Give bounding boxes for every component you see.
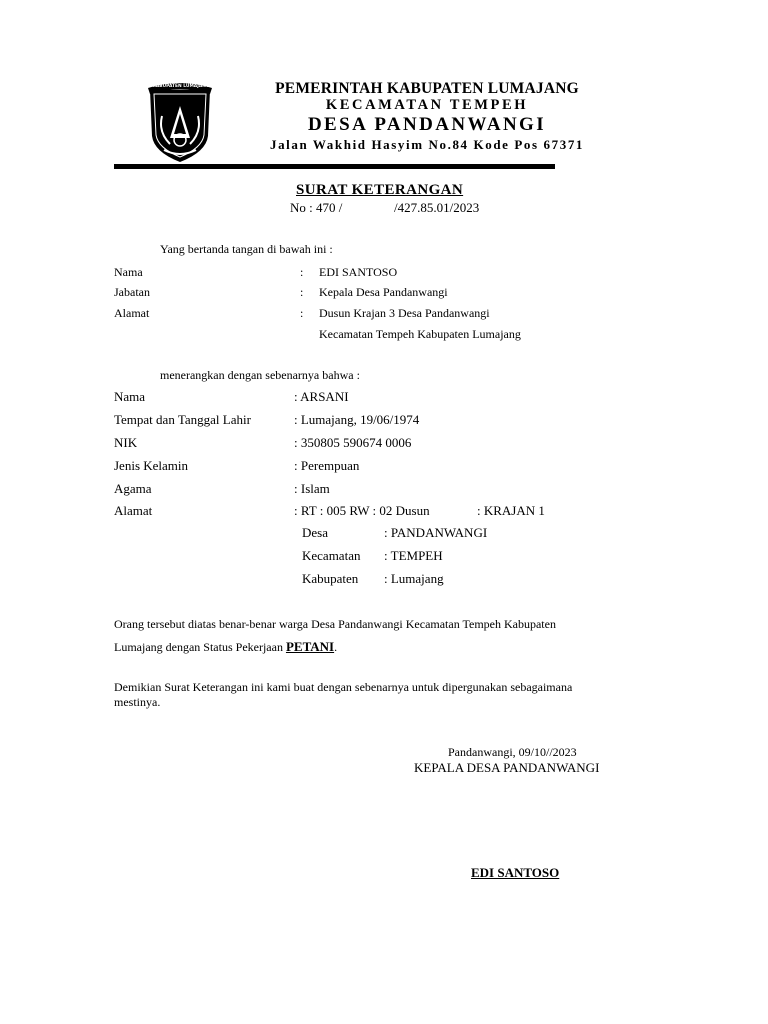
subject-value-jenis-kelamin: : Perempuan <box>294 458 360 473</box>
letterhead-village: DESA PANDANWANGI <box>307 114 547 135</box>
subject-value-dusun: : KRAJAN 1 <box>477 503 545 518</box>
subject-label-kabupaten: Kabupaten <box>302 571 359 586</box>
body-paragraph-1-line-2 <box>114 639 337 655</box>
occupation-value: PETANI <box>285 639 335 654</box>
subject-label-kecamatan: Kecamatan <box>302 548 361 563</box>
body-paragraph-1-line-1: Orang tersebut diatas benar-benar warga Desa Pandanwangi Kecamatan Tempeh Kabupaten <box>114 617 556 631</box>
signer-value-nama: EDI SANTOSO <box>319 265 398 279</box>
body-paragraph-2-line-2: mestinya. <box>114 695 161 709</box>
signer-value-alamat-line2: Kecamatan Tempeh Kabupaten Lumajang <box>319 327 521 341</box>
subject-label-nama: Nama <box>114 389 146 404</box>
signer-colon-nama: : <box>300 265 304 279</box>
signer-colon-alamat: : <box>300 306 304 320</box>
subject-label-agama: Agama <box>114 481 152 496</box>
statement-text: menerangkan dengan sebenarnya bahwa : <box>160 368 360 382</box>
subject-value-kecamatan: : TEMPEH <box>384 548 443 563</box>
document-title: SURAT KETERANGAN <box>296 182 464 198</box>
subject-label-ttl: Tempat dan Tanggal Lahir <box>114 412 251 427</box>
subject-value-agama: : Islam <box>294 481 330 496</box>
signer-value-alamat: Dusun Krajan 3 Desa Pandanwangi <box>319 306 490 320</box>
signer-colon-jabatan: : <box>300 285 304 299</box>
letterhead-address: Jalan Wakhid Hasyim No.84 Kode Pos 67371 <box>269 137 585 152</box>
kabupaten-lumajang-logo <box>146 80 214 164</box>
subject-label-desa: Desa <box>302 525 328 540</box>
signature-place-date: Pandanwangi, 09/10//2023 <box>448 745 577 759</box>
letterhead-government: PEMERINTAH KABUPATEN LUMAJANG <box>275 80 579 97</box>
signer-label-alamat: Alamat <box>114 306 150 320</box>
letterhead-divider <box>114 164 555 169</box>
signature-position: KEPALA DESA PANDANWANGI <box>414 760 600 775</box>
subject-label-jenis-kelamin: Jenis Kelamin <box>114 458 189 473</box>
subject-value-desa: : PANDANWANGI <box>384 525 488 540</box>
subject-label-alamat: Alamat <box>114 503 153 518</box>
document-number-suffix: /427.85.01/2023 <box>394 200 480 215</box>
subject-label-nik: NIK <box>114 435 138 450</box>
logo-lettering: KABUPATEN LUMAJANG <box>152 84 210 89</box>
subject-value-nik: : 350805 590674 0006 <box>294 435 412 450</box>
body-paragraph-1-line-2-text: Lumajang dengan Status Pekerjaan <box>114 640 286 654</box>
subject-value-kabupaten: : Lumajang <box>384 571 444 586</box>
body-paragraph-2-line-1: Demikian Surat Keterangan ini kami buat dengan sebenarnya untuk dipergunakan sebagaimana <box>114 680 573 694</box>
signer-label-nama: Nama <box>114 265 143 279</box>
subject-value-nama: : ARSANI <box>294 389 349 404</box>
signature-name: EDI SANTOSO <box>471 865 560 880</box>
signer-value-jabatan: Kepala Desa Pandanwangi <box>319 285 448 299</box>
signer-label-jabatan: Jabatan <box>114 285 150 299</box>
letterhead-district: KECAMATAN TEMPEH <box>325 97 529 113</box>
body-paragraph-1-end: . <box>334 640 338 654</box>
intro-text: Yang bertanda tangan di bawah ini : <box>160 242 333 256</box>
subject-value-alamat-rt-rw: : RT : 005 RW : 02 Dusun <box>294 503 430 518</box>
subject-value-ttl: : Lumajang, 19/06/1974 <box>294 412 420 427</box>
document-number-prefix: No : 470 / <box>290 200 343 215</box>
